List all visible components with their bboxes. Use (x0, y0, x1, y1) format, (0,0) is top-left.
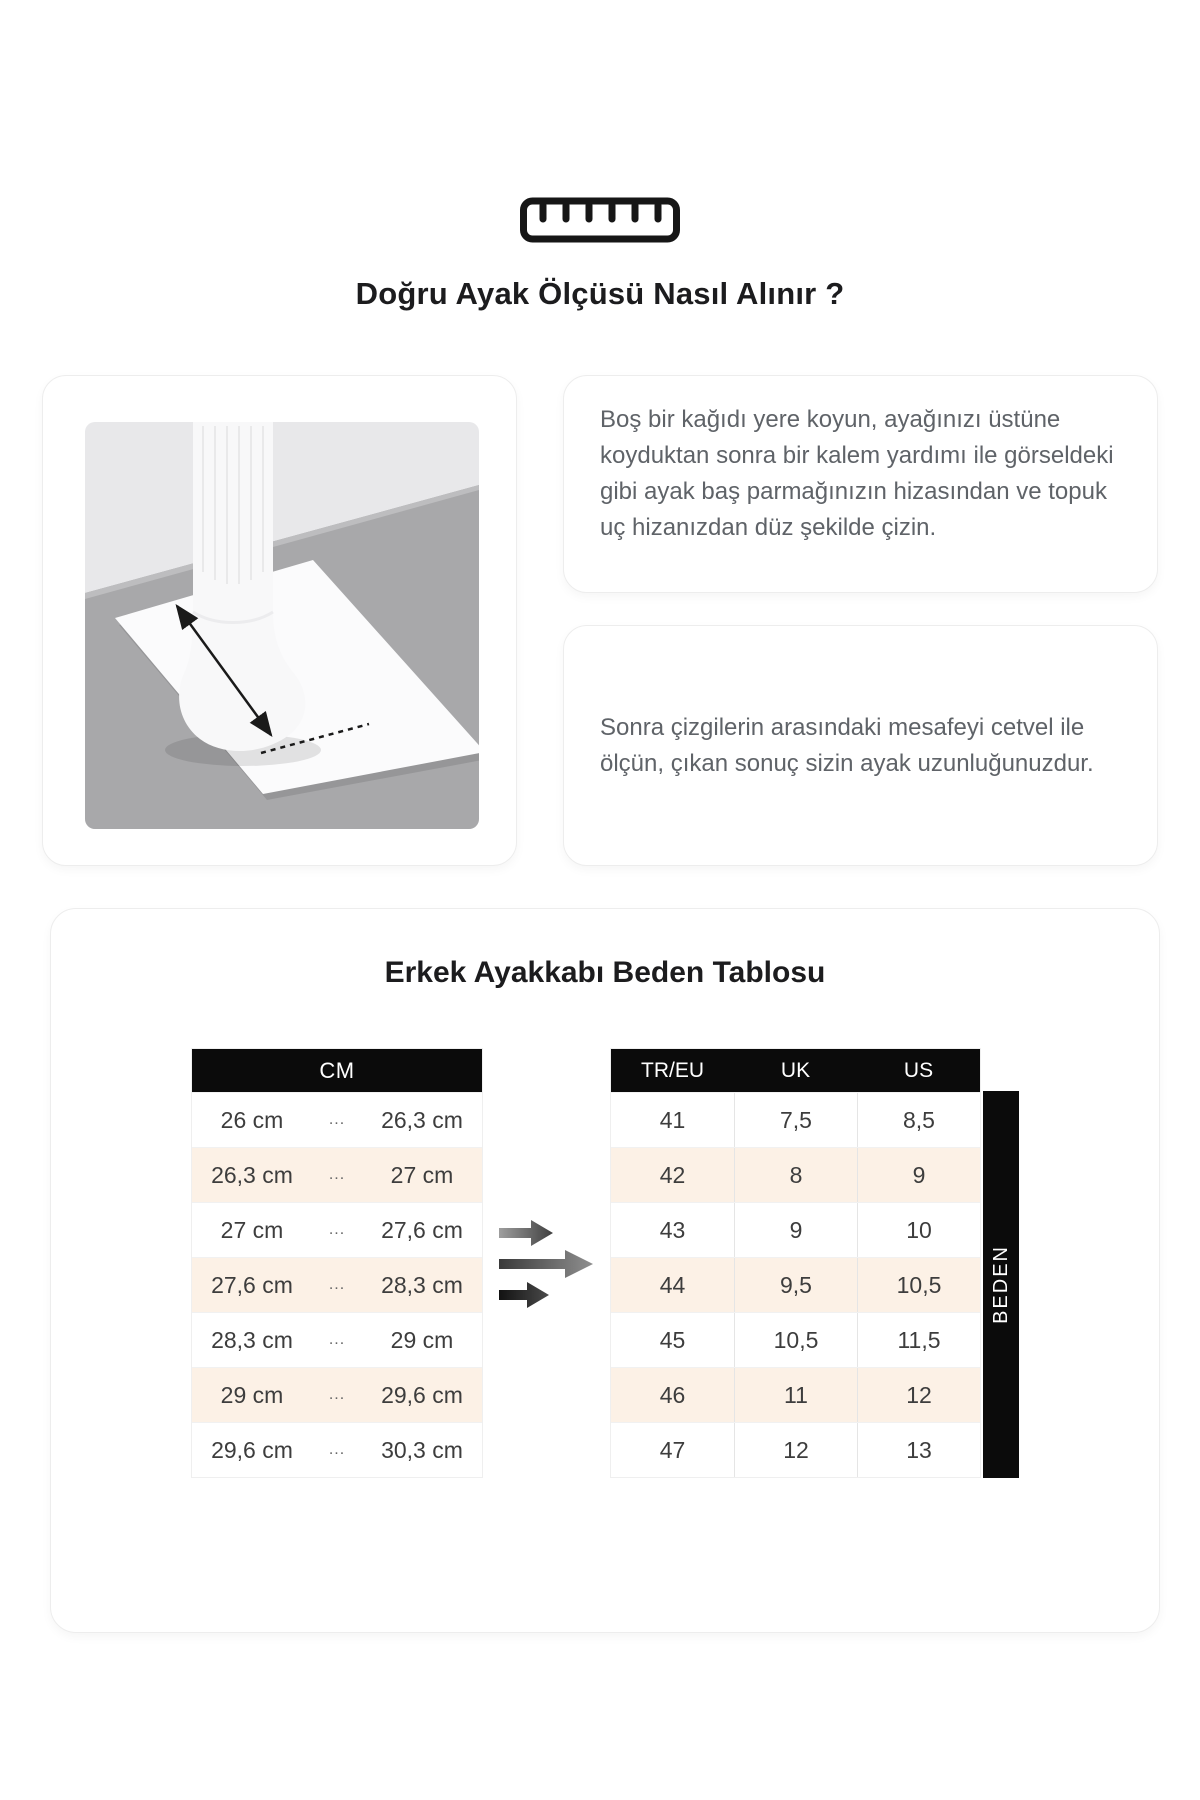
cm-table-row (192, 1312, 482, 1367)
cm-range-dots: ... (328, 1166, 346, 1183)
size-table-row (611, 1092, 980, 1147)
size-table-row (611, 1147, 980, 1202)
arrow-right-icon (499, 1220, 553, 1246)
page-title: Doğru Ayak Ölçüsü Nasıl Alınır ? (355, 276, 845, 311)
instruction-card (563, 625, 1158, 866)
cm-range-dots: ... (328, 1111, 346, 1128)
cm-from-cell: 29 cm (220, 1381, 284, 1408)
size-cell: 9 (857, 1148, 980, 1202)
size-cell: 8 (734, 1148, 857, 1202)
size-cell: 46 (659, 1381, 686, 1408)
instruction-text: Boş bir kağıdı yere koyun, ayağınızı üstüne koyduktan sonra bir kalem yardımı ile görseldeki gibi ayak baş parmağınızın hizasından ve topuk uç hizanızdan düz şekilde çizin. (600, 406, 1114, 541)
beden-label: BEDEN (989, 1245, 1012, 1324)
size-cell: 12 (734, 1423, 857, 1477)
size-table-row (611, 1257, 980, 1312)
cm-table-body (192, 1092, 482, 1477)
cm-table-row (192, 1422, 482, 1477)
foot-on-paper-illustration (85, 422, 479, 829)
cm-from-cell: 26 cm (220, 1106, 284, 1133)
instruction-card (563, 375, 1158, 593)
cm-range-dots: ... (328, 1386, 346, 1403)
cm-range-dots: ... (328, 1221, 346, 1238)
arrow-right-icon (499, 1282, 549, 1308)
cm-table-row (192, 1092, 482, 1147)
cm-table-row (192, 1257, 482, 1312)
size-table-card (50, 908, 1160, 1633)
size-table-row (611, 1202, 980, 1257)
size-cell: 44 (659, 1271, 686, 1298)
size-cell: 10,5 (857, 1258, 980, 1312)
cm-to-cell: 29,6 cm (381, 1381, 463, 1408)
cm-table-header: CM (192, 1049, 482, 1092)
size-table-body (611, 1092, 980, 1477)
cm-to-cell: 27,6 cm (381, 1216, 463, 1243)
size-cell: 11,5 (857, 1313, 980, 1367)
size-cell: 9 (734, 1203, 857, 1257)
cm-range-dots: ... (328, 1441, 346, 1458)
measurement-photo-card (42, 375, 517, 866)
size-conversion-table (610, 1048, 981, 1478)
size-cell: 9,5 (734, 1258, 857, 1312)
cm-from-cell: 28,3 cm (211, 1326, 293, 1353)
ruler-icon (519, 196, 681, 244)
instruction-column (563, 375, 1158, 866)
size-table-row (611, 1312, 980, 1367)
size-cell: 8,5 (857, 1093, 980, 1147)
foot-measurement-photo (85, 422, 479, 829)
cm-to-cell: 30,3 cm (381, 1436, 463, 1463)
ruler-icon-wrap (0, 196, 1200, 244)
cm-range-dots: ... (328, 1331, 346, 1348)
size-cell: 45 (659, 1326, 686, 1353)
arrow-right-icon (499, 1250, 593, 1278)
cm-to-cell: 26,3 cm (381, 1106, 463, 1133)
cm-to-cell: 28,3 cm (381, 1271, 463, 1298)
size-cell: 12 (857, 1368, 980, 1422)
size-cell: 41 (659, 1106, 686, 1133)
cm-from-cell: 27,6 cm (211, 1271, 293, 1298)
size-cell: 43 (659, 1216, 686, 1243)
cm-from-cell: 27 cm (220, 1216, 284, 1243)
size-table-title: Erkek Ayakkabı Beden Tablosu (384, 956, 826, 989)
size-table-header-cell: US (903, 1058, 934, 1082)
cm-from-cell: 29,6 cm (211, 1436, 293, 1463)
size-table-header-row (611, 1049, 980, 1092)
cm-table-row (192, 1367, 482, 1422)
instruction-text: Sonra çizgilerin arasındaki mesafeyi cetvel ile ölçün, çıkan sonuç sizin ayak uzunluğunuzdur. (600, 713, 1094, 777)
conversion-arrows (499, 1220, 593, 1308)
cm-from-cell: 26,3 cm (211, 1161, 293, 1188)
cm-to-cell: 29 cm (390, 1326, 454, 1353)
beden-side-bar (983, 1091, 1019, 1478)
cm-range-dots: ... (328, 1276, 346, 1293)
size-table-row (611, 1367, 980, 1422)
cm-to-cell: 27 cm (390, 1161, 454, 1188)
measure-section (42, 375, 1158, 866)
cm-table-row (192, 1147, 482, 1202)
conversion-table-group (610, 1048, 1019, 1478)
cm-table-row (192, 1202, 482, 1257)
size-table-header-cell: TR/EU (641, 1058, 704, 1082)
size-cell: 42 (659, 1161, 686, 1188)
size-cell: 47 (659, 1436, 686, 1463)
size-cell: 10,5 (734, 1313, 857, 1367)
size-table-row (611, 1422, 980, 1477)
size-table-header-cell: UK (780, 1058, 811, 1082)
size-cell: 11 (734, 1368, 857, 1422)
size-tables (51, 1048, 1159, 1478)
size-cell: 7,5 (734, 1093, 857, 1147)
size-cell: 13 (857, 1423, 980, 1477)
size-cell: 10 (857, 1203, 980, 1257)
cm-table (191, 1048, 483, 1478)
